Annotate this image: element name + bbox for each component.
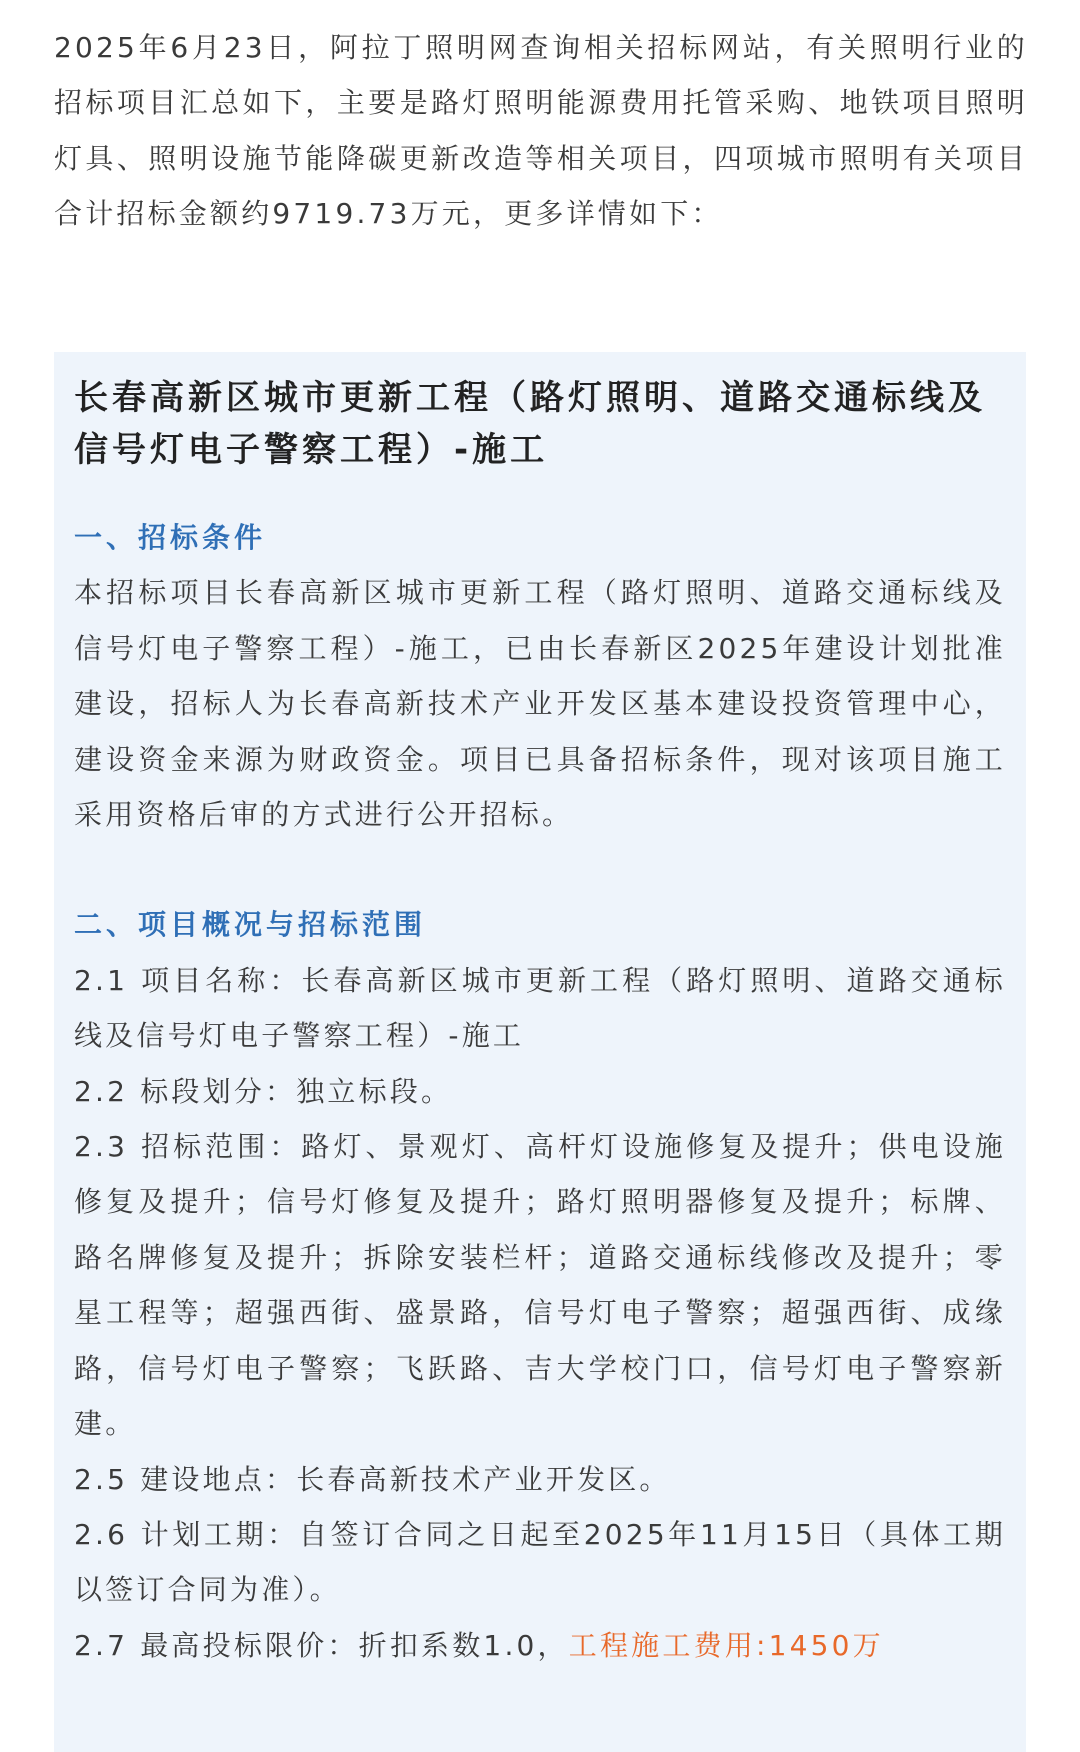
construction-fee-highlight: 工程施工费用:1450万	[568, 1628, 884, 1662]
section-body-conditions: 本招标项目长春高新区城市更新工程（路灯照明、道路交通标线及信号灯电子警察工程）-施工，已由长春新区2025年建设计划批准建设，招标人为长春高新技术产业开发区基本建设投资管理中心，建设资金来源为财政资金。项目已具备招标条件，现对该项目施工采用资格后审的方式进行公开招标。	[74, 576, 1006, 832]
item-max-bid-price	[74, 1618, 1006, 1673]
item-section-division: 2.2 标段划分：独立标段。	[74, 1074, 453, 1108]
intro-paragraph: 2025年6月23日，阿拉丁照明网查询相关招标网站，有关照明行业的招标项目汇总如下，主要是路灯照明能源费用托管采购、地铁项目照明灯具、照明设施节能降碳更新改造等相关项目，四项城市照明有关项目合计招标金额约9719.73万元，更多详情如下：	[54, 31, 1028, 231]
item-tender-scope: 2.3 招标范围：路灯、景观灯、高杆灯设施修复及提升；供电设施修复及提升；信号灯修复及提升；路灯照明器修复及提升；标牌、路名牌修复及提升；拆除安装栏杆；道路交通标线修改及提升；零星工程等；超强西街、盛景路，信号灯电子警察；超强西街、成缘路，信号灯电子警察；飞跃路、吉大学校门口，信号灯电子警察新建。	[74, 1130, 1006, 1441]
tender-card-content	[74, 372, 1006, 1673]
item-schedule: 2.6 计划工期：自签订合同之日起至2025年11月15日（具体工期以签订合同为准）。	[74, 1517, 1006, 1607]
item-location: 2.5 建设地点：长春高新技术产业开发区。	[74, 1462, 671, 1496]
tender-card	[54, 352, 1026, 1752]
section-heading-conditions: 一、招标条件	[74, 521, 267, 554]
item-project-name: 2.1 项目名称：长春高新区城市更新工程（路灯照明、道路交通标线及信号灯电子警察工程）-施工	[74, 963, 1006, 1053]
section-heading-overview: 二、项目概况与招标范围	[74, 908, 427, 942]
max-bid-price-prefix: 2.7 最高投标限价：折扣系数1.0，	[74, 1628, 569, 1662]
tender-title: 长春高新区城市更新工程（路灯照明、道路交通标线及信号灯电子警察工程）-施工	[74, 378, 986, 470]
